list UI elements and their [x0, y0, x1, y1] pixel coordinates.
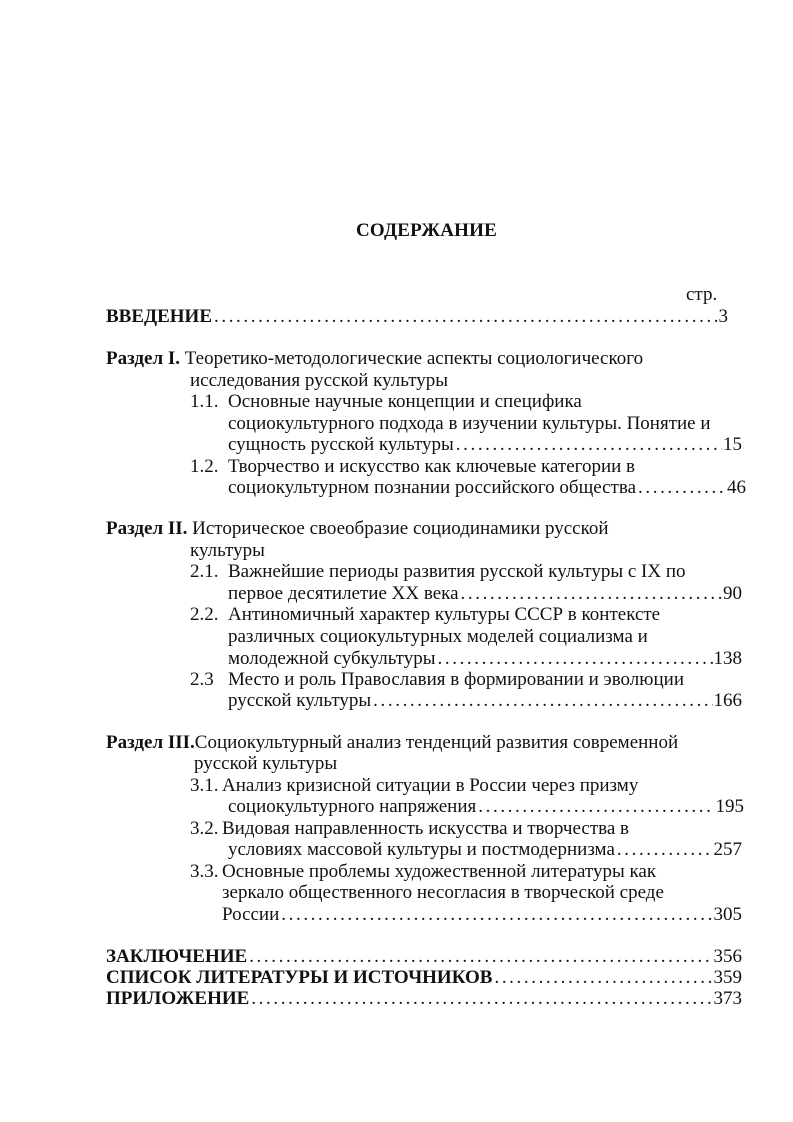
toc-item-3-2: [228, 839, 742, 861]
toc-item-2-1: [228, 583, 742, 605]
toc-item-line: Видовая направленность искусства и творчества в: [222, 818, 629, 839]
toc-item-line: русской культуры: [228, 690, 372, 711]
leader-dots: [249, 946, 712, 968]
toc-entry-page: 359: [713, 967, 742, 988]
leader-dots: [281, 904, 712, 926]
toc-item-line: социокультурном познании российского общества: [228, 477, 637, 498]
toc-item-line: Важнейшие периоды развития русской культуры с IX по: [228, 561, 686, 582]
toc-entry-references: [106, 967, 742, 989]
toc-entry-label: СПИСОК ЛИТЕРАТУРЫ И ИСТОЧНИКОВ: [106, 967, 493, 988]
toc-item-number: 2.3: [190, 669, 214, 690]
toc-entry-page: 305: [713, 904, 742, 925]
toc-item-line: России: [222, 904, 280, 925]
toc-entry-conclusion: [106, 946, 742, 968]
section-title-line: исследования русской культуры: [190, 370, 449, 391]
toc-entry-page: 373: [713, 988, 742, 1009]
toc-item-line: молодежной субкультуры: [228, 648, 436, 669]
page-title: СОДЕРЖАНИЕ: [356, 220, 497, 241]
page-column-label: стр.: [686, 284, 718, 305]
toc-entry-page: 3: [718, 306, 728, 327]
toc-item-number: 2.1.: [190, 561, 219, 582]
leader-dots: [438, 648, 713, 670]
section-label: Раздел II.: [106, 518, 188, 539]
leader-dots: [373, 690, 712, 712]
toc-item-line: Основные проблемы художественной литературы как: [222, 861, 657, 882]
toc-entry-appendix: [106, 988, 742, 1010]
toc-entry-page: 46: [727, 477, 746, 498]
toc-item-line: сущность русской культуры: [228, 434, 454, 455]
leader-dots: [214, 306, 718, 328]
leader-dots: [494, 967, 712, 989]
toc-entry-page: 138: [713, 648, 742, 669]
toc-item-1-2: [228, 477, 746, 499]
toc-entry-page: 356: [713, 946, 742, 967]
toc-item-line: зеркало общественного несогласия в творческой среде: [222, 882, 664, 903]
leader-dots: [461, 583, 722, 605]
leader-dots: [251, 988, 712, 1010]
toc-item-number: 3.3.: [190, 861, 219, 882]
toc-entry-intro: [106, 306, 728, 328]
toc-item-3-3: [222, 904, 742, 926]
toc-entry-page: 15: [723, 434, 742, 455]
toc-item-line: социокультурного напряжения: [228, 796, 477, 817]
toc-item-number: 3.1.: [190, 775, 219, 796]
section-title-line: культуры: [190, 540, 265, 561]
toc-item-line: различных социокультурных моделей социализма и: [228, 626, 648, 647]
toc-item-number: 2.2.: [190, 604, 219, 625]
toc-item-line: Антиномичный характер культуры СССР в контексте: [228, 604, 661, 625]
toc-item-line: социокультурного подхода в изучении культуры. Понятие и: [228, 413, 711, 434]
toc-item-line: первое десятилетие XX века: [228, 583, 459, 604]
section-title-line: русской культуры: [194, 753, 338, 774]
toc-item-number: 3.2.: [190, 818, 219, 839]
toc-item-line: Основные научные концепции и специфика: [228, 391, 582, 412]
toc-entry-label: ПРИЛОЖЕНИЕ: [106, 988, 250, 1009]
leader-dots: [617, 839, 713, 861]
toc-entry-page: 257: [713, 839, 742, 860]
toc-item-number: 1.1.: [190, 391, 219, 412]
section-title-line: Социокультурный анализ тенденций развития современной: [194, 732, 679, 753]
toc-item-number: 1.2.: [190, 456, 219, 477]
leader-dots: [456, 434, 722, 456]
toc-entry-page: 166: [713, 690, 742, 711]
toc-entry-page: 195: [715, 796, 744, 817]
toc-entry-page: 90: [723, 583, 742, 604]
toc-item-3-1: [228, 796, 744, 818]
toc-entry-label: ЗАКЛЮЧЕНИЕ: [106, 946, 248, 967]
section-heading-1: [106, 348, 643, 370]
toc-item-line: условиях массовой культуры и постмодернизма: [228, 839, 615, 860]
section-label: Раздел I.: [106, 348, 180, 369]
toc-item-line: Творчество и искусство как ключевые категории в: [228, 456, 636, 477]
toc-entry-label: ВВЕДЕНИЕ: [106, 306, 212, 327]
section-title-line: Историческое своеобразие социодинамики русской: [192, 518, 609, 539]
leader-dots: [478, 796, 714, 818]
toc-item-1-1: [228, 434, 742, 456]
toc-item-line: Анализ кризисной ситуации в России через призму: [222, 775, 639, 796]
toc-item-2-2: [228, 648, 742, 670]
section-title-line: Теоретико-методологические аспекты социологического: [184, 348, 644, 369]
toc-item-2-3: [228, 690, 742, 712]
toc-item-line: Место и роль Православия в формировании и эволюции: [228, 669, 684, 690]
leader-dots: [638, 477, 726, 499]
section-label: Раздел III.: [106, 732, 195, 753]
section-heading-2: [106, 518, 609, 540]
section-heading-3: [106, 732, 678, 754]
